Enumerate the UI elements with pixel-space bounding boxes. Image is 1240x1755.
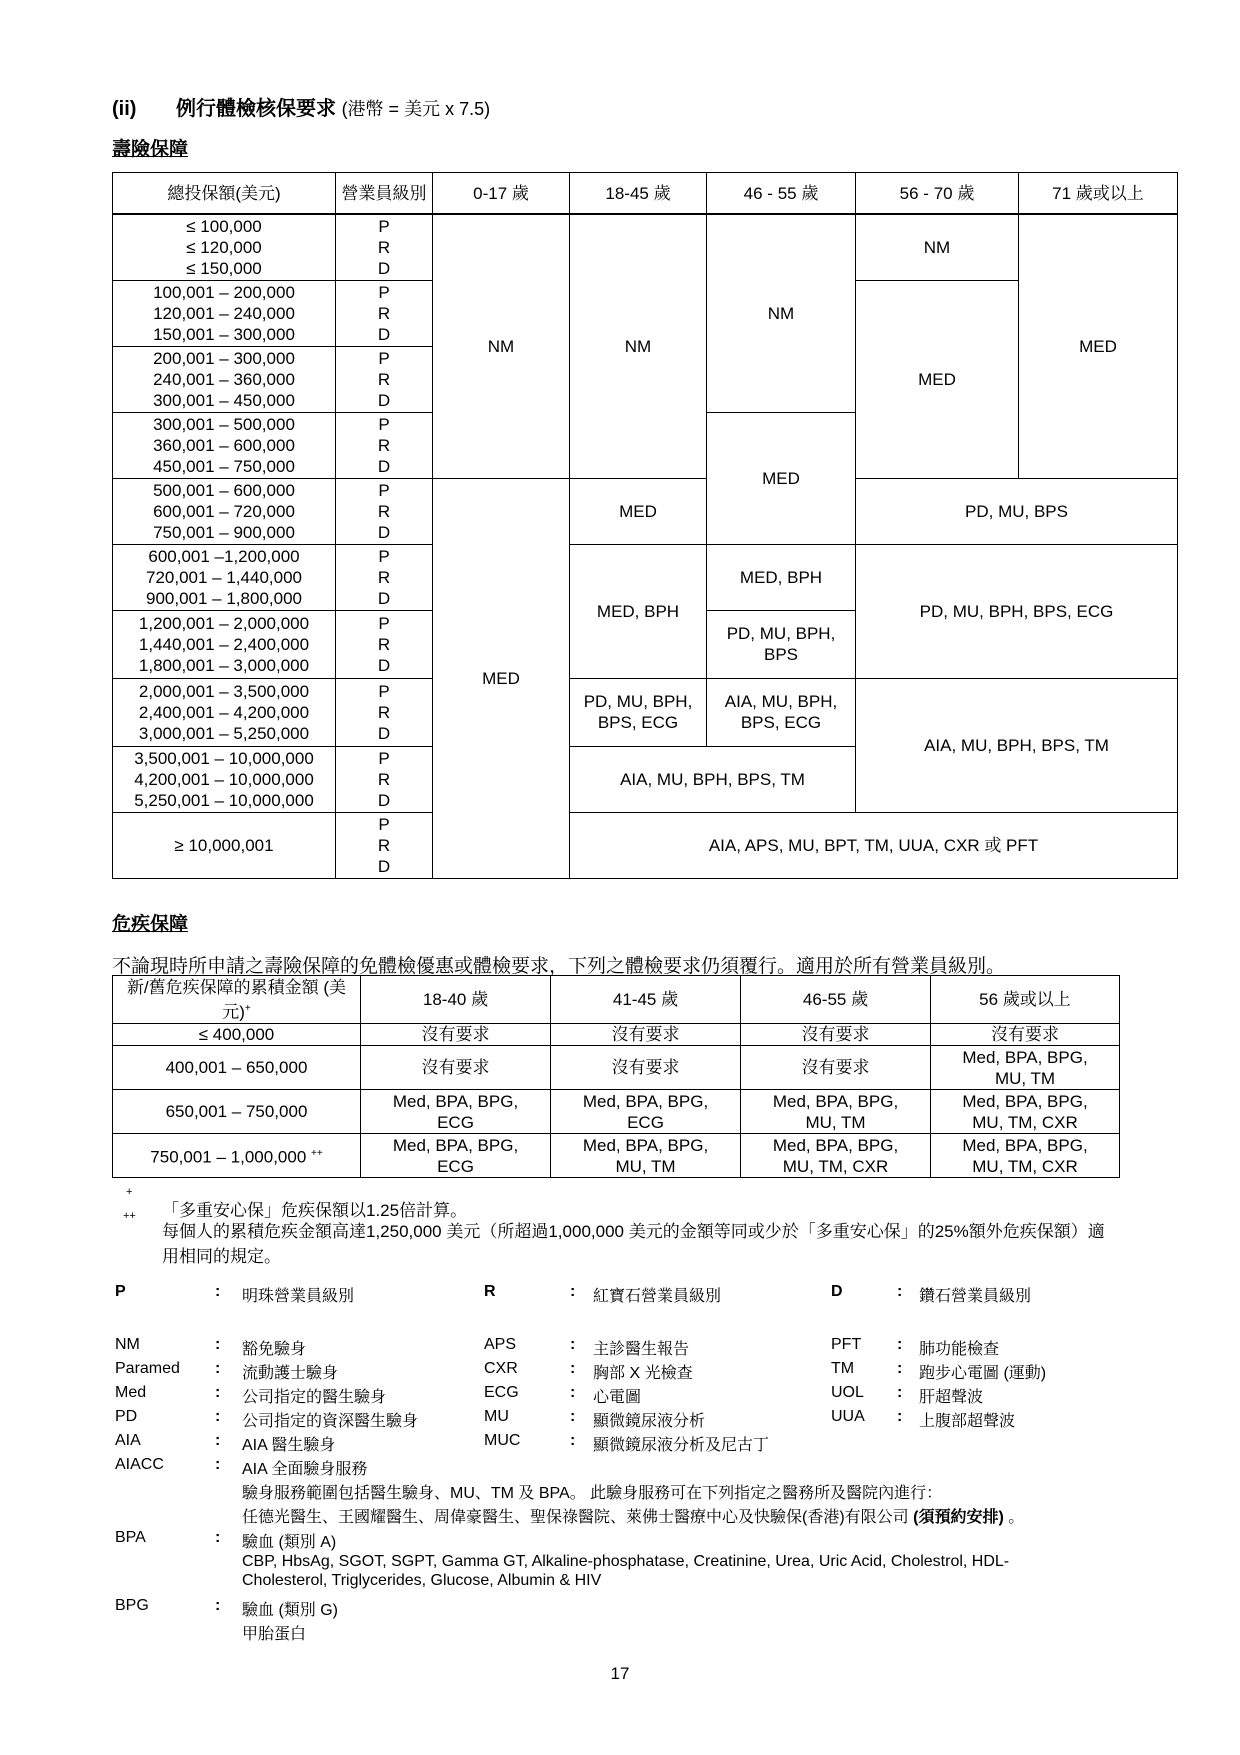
legend-desc: 鑽石營業員級別 xyxy=(919,1288,1032,1305)
legend-colon: : xyxy=(215,1597,221,1614)
legend-code: R xyxy=(484,1283,496,1300)
legend-colon: : xyxy=(897,1283,903,1300)
legend-colon: : xyxy=(215,1283,221,1300)
footnote-mark: + xyxy=(126,1186,133,1198)
ci-amount-cell: 650,001 – 750,000 xyxy=(113,1090,361,1134)
heading-number: (ii) xyxy=(112,98,137,120)
legend-code: D xyxy=(831,1283,843,1300)
ci-header-age: 56 歲或以上 xyxy=(931,976,1120,1024)
amount-cell: 600,001 –1,200,000 720,001 – 1,440,000 900,001 – 1,800,000 xyxy=(113,544,336,610)
header-age-56-70: 56 - 70 歲 xyxy=(856,173,1019,215)
legend-colon: : xyxy=(570,1408,576,1425)
legend-desc: 流動護士驗身 xyxy=(242,1365,339,1382)
legend-code: CXR xyxy=(484,1360,518,1377)
legend-code: NM xyxy=(115,1336,140,1353)
legend-desc: 跑步心電圖 (運動) xyxy=(919,1365,1047,1382)
table-header-row xyxy=(113,173,1178,215)
amount-cell: ≥ 10,000,001 xyxy=(113,812,336,878)
ci-amount-cell: 750,001 – 1,000,000 ++ xyxy=(113,1134,361,1178)
req-cell: MED xyxy=(856,280,1019,478)
ci-header-age: 18-40 歲 xyxy=(361,976,551,1024)
legend-desc: 公司指定的資深醫生驗身 xyxy=(242,1413,419,1430)
legend-desc: 顯微鏡尿液分析及尼古丁 xyxy=(593,1437,770,1454)
legend-desc: AIA 醫生驗身 xyxy=(242,1437,336,1454)
tier-cell: P R D xyxy=(336,678,433,746)
ci-value-cell: Med, BPA, BPG, MU, TM xyxy=(551,1134,741,1178)
tier-cell: P R D xyxy=(336,412,433,478)
legend-code: AIACC xyxy=(115,1456,164,1473)
table-row xyxy=(113,478,1178,544)
legend-desc: 甲胎蛋白 xyxy=(242,1626,307,1643)
header-age-18-45: 18-45 歲 xyxy=(570,173,707,215)
ci-value-cell: 沒有要求 xyxy=(931,1024,1120,1046)
footnote-text: 「多重安心保」危疾保額以1.25倍計算。 xyxy=(162,1201,468,1220)
legend-desc: 驗血 (類別 A) xyxy=(242,1534,337,1551)
legend-desc: 驗血 (類別 G) xyxy=(242,1602,338,1619)
legend-colon: : xyxy=(215,1529,221,1546)
ci-value-cell: Med, BPA, BPG, MU, TM, CXR xyxy=(931,1090,1120,1134)
req-cell: MED, BPH xyxy=(707,544,856,610)
req-cell: PD, MU, BPS xyxy=(856,478,1178,544)
tier-cell: P R D xyxy=(336,280,433,346)
legend-colon: : xyxy=(570,1432,576,1449)
ci-value-cell: 沒有要求 xyxy=(551,1024,741,1046)
legend-code: APS xyxy=(484,1336,517,1353)
amount-cell: 100,001 – 200,000 120,001 – 240,000 150,001 – 300,000 xyxy=(113,280,336,346)
legend-colon: : xyxy=(897,1336,903,1353)
heading-title: 例行體檢核保要求 xyxy=(176,98,336,120)
table-row xyxy=(113,1134,1120,1178)
legend-desc: CBP, HbsAg, SGOT, SGPT, Gamma GT, Alkaline-phosphatase, Creatinine, Urea, Uric Acid, Cholestrol, HDL- xyxy=(242,1553,1010,1570)
legend-code: MU xyxy=(484,1408,509,1425)
ci-value-cell: 沒有要求 xyxy=(361,1046,551,1090)
req-cell: AIA, MU, BPH, BPS, ECG xyxy=(707,678,856,746)
table-row xyxy=(113,214,1178,280)
legend-colon: : xyxy=(215,1384,221,1401)
amount-cell: 300,001 – 500,000 360,001 – 600,000 450,001 – 750,000 xyxy=(113,412,336,478)
ci-value-cell: Med, BPA, BPG, ECG xyxy=(361,1090,551,1134)
req-cell: MED xyxy=(707,412,856,544)
table-row xyxy=(113,544,1178,610)
ci-value-cell: Med, BPA, BPG, MU, TM, CXR xyxy=(741,1134,931,1178)
legend-colon: : xyxy=(570,1384,576,1401)
life-section-title: 壽險保障 xyxy=(112,139,189,160)
legend-desc: 任德光醫生、王國耀醫生、周偉豪醫生、聖保祿醫院、萊佛士醫療中心及快驗保(香港)有限公司 (須預約安排) 。 xyxy=(242,1509,1025,1526)
req-cell: NM xyxy=(856,214,1019,280)
legend-code: UOL xyxy=(831,1384,864,1401)
legend-code: MUC xyxy=(484,1432,521,1449)
legend-desc: Cholesterol, Triglycerides, Glucose, Albumin & HIV xyxy=(242,1572,602,1589)
legend-code: Med xyxy=(115,1384,147,1401)
legend-desc: 公司指定的醫生驗身 xyxy=(242,1389,387,1406)
legend-colon: : xyxy=(570,1283,576,1300)
legend-code: P xyxy=(115,1283,126,1300)
ci-value-cell: 沒有要求 xyxy=(741,1024,931,1046)
legend-desc: 肺功能檢查 xyxy=(919,1341,1000,1358)
table-row xyxy=(113,1090,1120,1134)
ci-value-cell: Med, BPA, BPG, MU, TM, CXR xyxy=(931,1134,1120,1178)
table-row xyxy=(113,1024,1120,1046)
table-row xyxy=(113,812,1178,878)
ci-value-cell: 沒有要求 xyxy=(361,1024,551,1046)
header-age-71-plus: 71 歲或以上 xyxy=(1019,173,1178,215)
legend-desc: 主診醫生報告 xyxy=(593,1341,690,1358)
ci-header-age: 41-45 歲 xyxy=(551,976,741,1024)
ci-intro-text: 不論現時所申請之壽險保障的免體檢優惠或體檢要求，下列之體檢要求仍須覆行。適用於所有營業員級別。 xyxy=(112,956,1006,977)
tier-cell: P R D xyxy=(336,610,433,678)
legend-desc: AIA 全面驗身服務 xyxy=(242,1461,368,1478)
amount-cell: 3,500,001 – 10,000,000 4,200,001 – 10,000,000 5,250,001 – 10,000,000 xyxy=(113,746,336,812)
legend-desc: 肝超聲波 xyxy=(919,1389,984,1406)
legend-code: BPG xyxy=(115,1597,149,1614)
ci-value-cell: 沒有要求 xyxy=(741,1046,931,1090)
legend-code: Paramed xyxy=(115,1360,180,1377)
legend-code: BPA xyxy=(115,1529,146,1546)
legend-desc: 上腹部超聲波 xyxy=(919,1413,1016,1430)
legend-colon: : xyxy=(897,1360,903,1377)
ci-value-cell: Med, BPA, BPG, MU, TM xyxy=(931,1046,1120,1090)
req-cell: MED, BPH xyxy=(570,544,707,678)
ci-section-title: 危疾保障 xyxy=(112,914,189,935)
tier-cell: P R D xyxy=(336,746,433,812)
amount-cell: 200,001 – 300,000 240,001 – 360,000 300,001 – 450,000 xyxy=(113,346,336,412)
tier-cell: P R D xyxy=(336,544,433,610)
legend-colon: : xyxy=(215,1360,221,1377)
legend-desc: 驗身服務範圍包括醫生驗身、MU、TM 及 BPA。 此驗身服務可在下列指定之醫務所及醫院內進行： xyxy=(242,1485,943,1502)
legend-code: ECG xyxy=(484,1384,519,1401)
legend-desc: 心電圖 xyxy=(593,1389,642,1406)
header-amount: 總投保額(美元) xyxy=(113,173,336,215)
req-cell: MED xyxy=(1019,214,1178,478)
footnote-mark: ++ xyxy=(123,1210,136,1222)
req-cell: MED xyxy=(570,478,707,544)
req-cell: AIA, MU, BPH, BPS, TM xyxy=(570,746,856,812)
ci-value-cell: Med, BPA, BPG, ECG xyxy=(551,1090,741,1134)
amount-cell: 500,001 – 600,000 600,001 – 720,000 750,001 – 900,000 xyxy=(113,478,336,544)
req-cell: PD, MU, BPH, BPS, ECG xyxy=(856,544,1178,678)
req-cell: MED xyxy=(433,478,570,878)
req-cell: AIA, APS, MU, BPT, TM, UUA, CXR 或 PFT xyxy=(570,812,1178,878)
legend-colon: : xyxy=(570,1336,576,1353)
ci-requirements-table xyxy=(112,975,1120,1178)
header-tier: 營業員級別 xyxy=(336,173,433,215)
tier-cell: P R D xyxy=(336,478,433,544)
legend-colon: : xyxy=(215,1432,221,1449)
req-cell: NM xyxy=(707,214,856,412)
legend-code: PFT xyxy=(831,1336,862,1353)
ci-amount-cell: 400,001 – 650,000 xyxy=(113,1046,361,1090)
legend-colon: : xyxy=(570,1360,576,1377)
legend-code: PD xyxy=(115,1408,138,1425)
amount-cell: 1,200,001 – 2,000,000 1,440,001 – 2,400,000 1,800,001 – 3,000,000 xyxy=(113,610,336,678)
ci-header-amount: 新/舊危疾保障的累積金額 (美元)+ xyxy=(113,976,361,1024)
legend-desc: 豁免驗身 xyxy=(242,1341,307,1358)
table-header-row xyxy=(113,976,1120,1024)
ci-value-cell: 沒有要求 xyxy=(551,1046,741,1090)
legend-colon: : xyxy=(215,1456,221,1473)
req-cell: PD, MU, BPH, BPS xyxy=(707,610,856,678)
legend-code: UUA xyxy=(831,1408,865,1425)
legend-colon: : xyxy=(897,1384,903,1401)
ci-value-cell: Med, BPA, BPG, ECG xyxy=(361,1134,551,1178)
heading-note: (港幣 = 美元 x 7.5) xyxy=(341,99,491,119)
table-row xyxy=(113,1046,1120,1090)
tier-cell: P R D xyxy=(336,812,433,878)
req-cell: PD, MU, BPH, BPS, ECG xyxy=(570,678,707,746)
amount-cell: 2,000,001 – 3,500,000 2,400,001 – 4,200,000 3,000,001 – 5,250,000 xyxy=(113,678,336,746)
req-cell: NM xyxy=(433,214,570,478)
req-cell: AIA, MU, BPH, BPS, TM xyxy=(856,678,1178,812)
legend-desc: 明珠營業員級別 xyxy=(242,1288,355,1305)
life-requirements-table xyxy=(112,172,1178,879)
tier-cell: P R D xyxy=(336,214,433,280)
req-cell: NM xyxy=(570,214,707,478)
legend-desc: 紅寶石營業員級別 xyxy=(593,1288,722,1305)
legend-colon: : xyxy=(215,1408,221,1425)
page-number: 17 xyxy=(610,1664,630,1683)
header-age-46-55: 46 - 55 歲 xyxy=(707,173,856,215)
page-heading xyxy=(112,92,490,121)
ci-value-cell: Med, BPA, BPG, MU, TM xyxy=(741,1090,931,1134)
legend-colon: : xyxy=(897,1408,903,1425)
ci-header-age: 46-55 歲 xyxy=(741,976,931,1024)
header-age-0-17: 0-17 歲 xyxy=(433,173,570,215)
legend-desc: 顯微鏡尿液分析 xyxy=(593,1413,706,1430)
tier-cell: P R D xyxy=(336,346,433,412)
amount-cell: ≤ 100,000 ≤ 120,000 ≤ 150,000 xyxy=(113,214,336,280)
legend-colon: : xyxy=(215,1336,221,1353)
footnote-text: 每個人的累積危疾金額高達1,250,000 美元（所超過1,000,000 美元的金額等同或少於「多重安心保」的25%額外危疾保額）適用相同的規定。 xyxy=(162,1222,1105,1266)
legend-desc: 胸部 X 光檢查 xyxy=(593,1365,693,1382)
ci-amount-cell: ≤ 400,000 xyxy=(113,1024,361,1046)
legend-code: AIA xyxy=(115,1432,141,1449)
table-row xyxy=(113,678,1178,746)
legend-code: TM xyxy=(831,1360,855,1377)
